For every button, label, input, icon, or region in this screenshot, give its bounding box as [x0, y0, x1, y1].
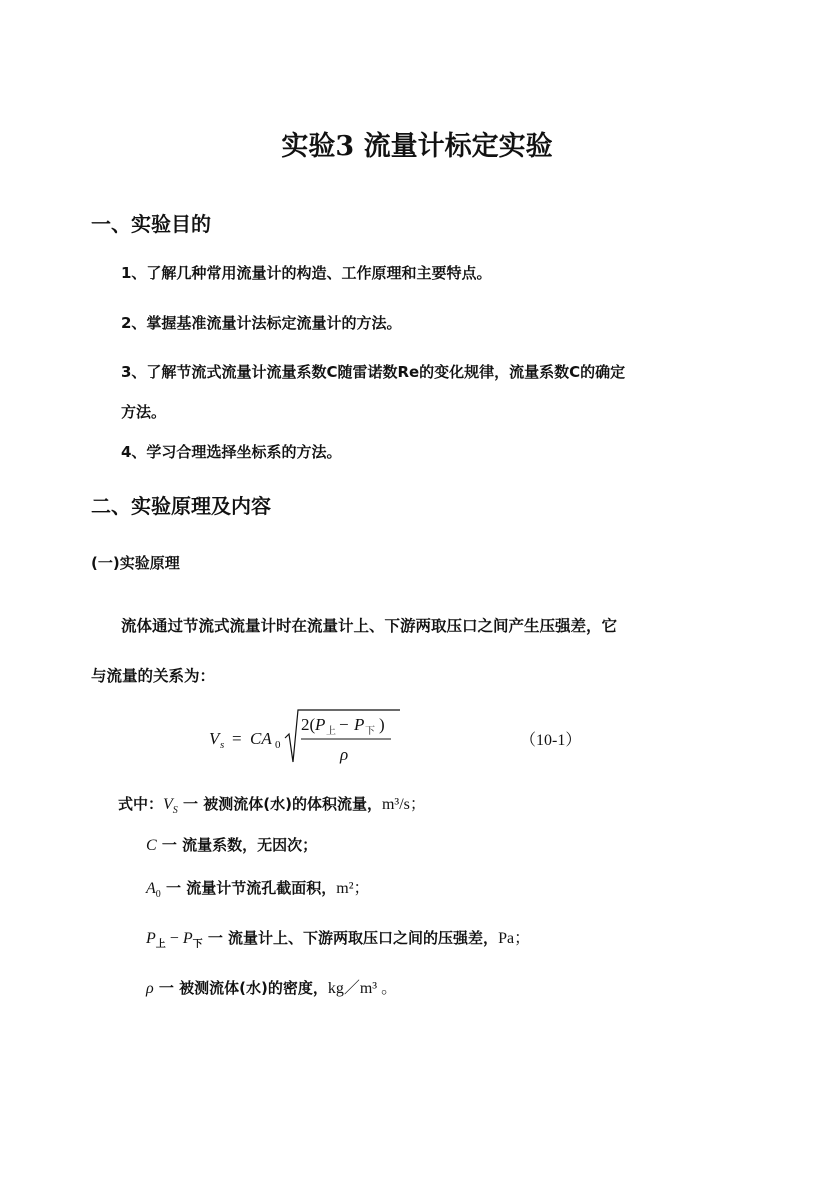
section-heading-purpose: 一、实验目的 [91, 212, 211, 236]
definition-intro: 式中： [118, 795, 164, 813]
equation-number: （10-1） [520, 732, 582, 749]
section-heading-principle: 二、实验原理及内容 [91, 494, 271, 518]
purpose-item-4: 4、学习合理选择坐标系的方法。 [121, 443, 342, 461]
purpose-item-3: 3、了解节流式流量计流量系数C随雷诺数Re的变化规律，流量系数C的确定 [121, 363, 626, 381]
svg-text:P: P [315, 715, 326, 734]
page-title: 实验3 流量计标定实验 [281, 131, 553, 162]
purpose-item-3-cont: 方法。 [121, 403, 167, 421]
subsection-heading: (一)实验原理 [91, 554, 180, 572]
principle-paragraph-line2: 与流量的关系为： [91, 667, 216, 685]
definition-a0-desc: 一 流量计节流孔截面积， [166, 879, 337, 897]
definition-a0: $A_0$ 一 流量计节流孔截面积，m²； [146, 879, 370, 901]
definition-rho: ρ 一 被测流体(水)的密度，kg／m³ 。 [146, 979, 398, 997]
definition-pressure-diff: $P_上 - P_下$ 一 流量计上、下游两取压口之间的压强差，Pa； [146, 929, 531, 950]
principle-paragraph-line1: 流体通过节流式流量计时在流量计上、下游两取压口之间产生压强差，它 [121, 617, 618, 635]
definition-c: C 一 流量系数，无因次； [146, 836, 318, 854]
definition-c-desc: 一 流量系数，无因次； [161, 836, 318, 854]
svg-text:CA: CA [250, 729, 272, 748]
definition-vs: 式中：$V_S$ 一 被测流体(水)的体积流量，m³/s； [118, 795, 426, 817]
purpose-item-1: 1、了解几种常用流量计的构造、工作原理和主要特点。 [121, 264, 492, 282]
svg-text:): ) [379, 715, 385, 734]
svg-text:0: 0 [275, 739, 281, 751]
purpose-item-2: 2、掌握基准流量计法标定流量计的方法。 [121, 314, 402, 332]
svg-text:2(: 2( [301, 715, 316, 734]
definition-p-desc: 一 流量计上、下游两取压口之间的压强差， [207, 929, 499, 947]
definition-rho-desc: 一 被测流体(水)的密度， [158, 979, 328, 997]
svg-text:上: 上 [326, 726, 336, 737]
svg-text:V: V [209, 729, 220, 748]
svg-text:s: s [220, 739, 225, 751]
svg-text:ρ: ρ [340, 745, 349, 764]
definition-rho-unit: kg／m³ 。 [327, 980, 398, 997]
definition-vs-desc: 一 被测流体(水)的体积流量， [183, 795, 382, 813]
definition-p-unit: Pa； [498, 930, 531, 947]
svg-text:下: 下 [365, 726, 375, 737]
svg-text:−: − [339, 715, 349, 734]
definition-vs-unit: m³/s； [381, 796, 426, 813]
svg-text:P: P [354, 715, 365, 734]
flow-equation [205, 704, 405, 770]
svg-text:=: = [232, 729, 242, 748]
definition-a0-unit: m²； [336, 880, 370, 897]
